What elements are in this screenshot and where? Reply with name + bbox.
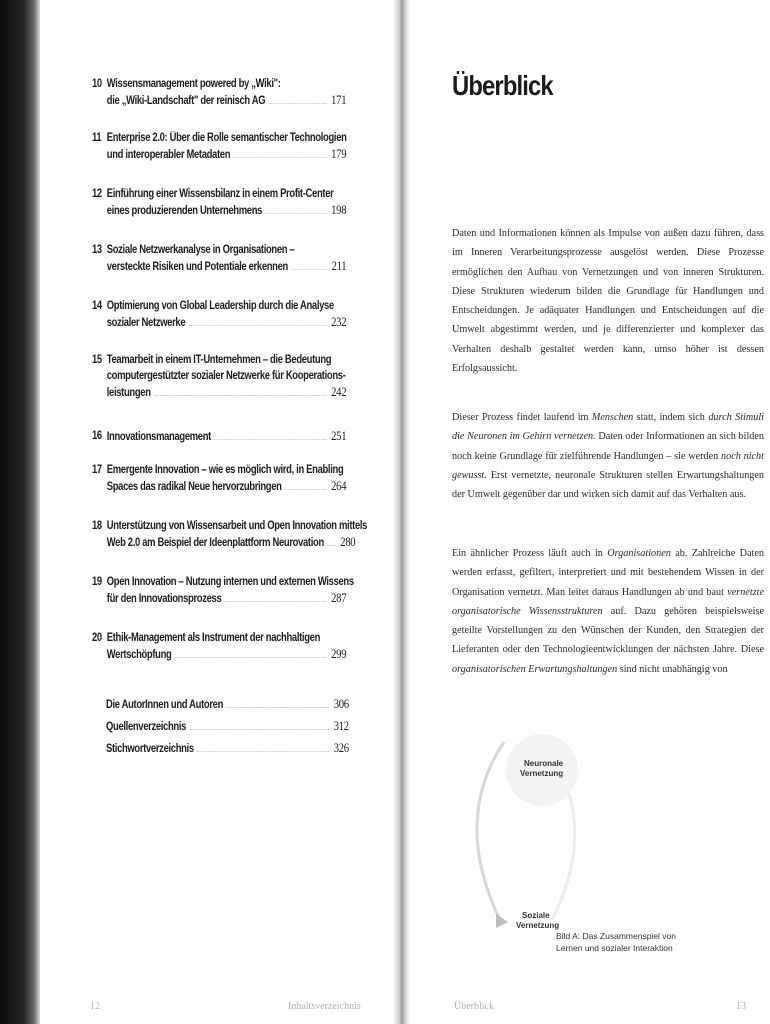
toc-title-line: und interoperabler Metadaten	[106, 149, 231, 161]
learning-interaction-diagram	[452, 730, 632, 940]
node-social-label: Soziale	[522, 911, 550, 920]
toc-title-line: Innovationsmanagement	[106, 431, 211, 443]
toc-chapter-number: 13	[92, 244, 102, 256]
back-matter-page: 326	[333, 740, 349, 755]
cycle-arrow-left	[477, 742, 504, 920]
toc-chapter-number: 17	[92, 464, 102, 476]
toc-page-number: 171	[331, 92, 347, 107]
toc-title-line: Open Innovation – Nutzung internen und externen Wissens	[106, 576, 354, 588]
toc-title-line: Ethik-Management als Instrument der nachhaltigen	[106, 632, 320, 644]
toc-entry[interactable]	[92, 186, 346, 219]
toc-entry[interactable]	[92, 630, 346, 663]
right-page	[410, 0, 770, 1024]
toc-page-number: 198	[331, 202, 347, 217]
back-matter-sources[interactable]	[106, 718, 349, 735]
paragraph-2: Dieser Prozess findet laufend im Menschen statt, indem sich durch Stimuli die Neuronen im Gehirn vernetzen. Daten oder Informationen an sich bilden noch keine Grundlage für zielführende Handlungen – sie werden noch nicht gewusst. Erst vernetzte, neuronale Strukturen stellen Erwartungshaltungen der Umwelt gegenüber dar und wirken sich damit auf das Verhalten aus.	[452, 412, 765, 501]
toc-title-line: Teamarbeit in einem IT-Unternehmen – die Bedeutung	[106, 354, 332, 366]
toc-title-line: Spaces das radikal Neue hervorzubringen	[106, 481, 282, 493]
toc-title-line: leistungen	[106, 387, 151, 399]
toc-chapter-number: 20	[92, 632, 102, 644]
toc-entry[interactable]	[92, 298, 346, 331]
arrow-head-icon	[496, 914, 508, 928]
paragraph-1: Daten und Informationen können als Impulse von außen dazu führen, dass im Inneren Verarbeitungsprozesse ausgelöst werden. Diese Prozesse ermöglichen den Aufbau von Vernetzungen und von inneren Strukturen. Diese Strukturen wiederum bilden die Grundlage für Handlungen und Entscheidungen. Je adäquater Handlungen und Entscheidungen auf die Umwelt abgestimmt werden, und je differenzierter und komplexer das Verhalten deshalb gestaltet werden kann, umso höher ist dessen Erfolgsaussicht.	[452, 228, 764, 375]
toc-chapter-number: 11	[92, 132, 102, 144]
node-neural-label-2: Vernetzung	[520, 769, 564, 778]
toc-title-line: Emergente Innovation – wie es möglich wird, in Enabling	[106, 464, 344, 476]
node-neural-label: Neuronale	[524, 759, 564, 768]
back-matter-authors[interactable]	[106, 696, 349, 713]
toc-page-number: 280	[340, 534, 356, 549]
toc-chapter-number: 14	[92, 300, 102, 312]
left-page-number: 12	[90, 1001, 100, 1012]
paragraph-3: Ein ähnlicher Prozess läuft auch in Organisationen ab. Zahlreiche Daten werden erfasst, gefiltert, interpretiert und mit bestehendem Wissen in der Organisation vernetzt. Man leitet daraus Handlungen ab und baut vernetzte organisatorische Wissensstrukturen auf. Dazu gehören beispielsweise geteilte Vorstellungen zu den Wünschen der Kunden, den Strategien der Lieferanten oder den Technologieentwicklungen der nächsten Jahre. Diese organisatorischen Erwartungshaltungen sind nicht unabhängig von	[452, 548, 764, 675]
left-page	[40, 0, 392, 1024]
toc-chapter-number: 18	[92, 520, 102, 532]
toc-title-line: versteckte Risiken und Potentiale erkennen	[106, 261, 288, 273]
book-spine-shadow	[0, 0, 40, 1024]
toc-entry[interactable]	[92, 242, 346, 275]
toc-title-line: eines produzierenden Unternehmens	[106, 205, 263, 217]
back-matter-index[interactable]	[106, 740, 349, 757]
toc-entry[interactable]	[92, 76, 346, 109]
toc-chapter-number: 16	[92, 430, 102, 442]
toc-title-line: sozialer Netzwerke	[106, 317, 186, 329]
page-title: Überblick	[452, 70, 553, 101]
toc-page-number: 179	[331, 146, 347, 161]
node-social-label-2: Vernetzung	[516, 921, 560, 930]
toc-chapter-number: 10	[92, 78, 102, 90]
back-matter-page: 306	[333, 696, 349, 711]
toc-title-line: Einführung einer Wissensbilanz in einem Profit-Center	[106, 188, 334, 200]
toc-title-line: Enterprise 2.0: Über die Rolle semantischer Technologien	[106, 132, 347, 144]
toc-entry[interactable]	[92, 462, 346, 495]
toc-entry[interactable]	[92, 574, 354, 607]
toc-title-line: Optimierung von Global Leadership durch die Analyse	[106, 300, 334, 312]
toc-entry[interactable]	[92, 428, 346, 445]
right-page-number: 13	[736, 1001, 746, 1012]
toc-title-line: Unterstützung von Wissensarbeit und Open Innovation mittels	[106, 520, 368, 532]
toc-page-number: 211	[331, 258, 347, 273]
toc-chapter-number: 15	[92, 354, 102, 366]
toc-entry[interactable]	[92, 352, 346, 401]
toc-page-number: 242	[331, 384, 347, 399]
back-matter-label: Die AutorInnen und Autoren	[106, 699, 224, 711]
book-gutter	[392, 0, 410, 1024]
toc-title-line: Wertschöpfung	[106, 649, 172, 661]
toc-title-line: Soziale Netzwerkanalyse in Organisationen –	[106, 244, 295, 256]
toc-entry[interactable]	[92, 518, 368, 551]
toc-title-line: für den Innovationsprozess	[106, 593, 222, 605]
back-matter-label: Stichwortverzeichnis	[106, 743, 194, 755]
toc-page-number: 299	[331, 646, 347, 661]
back-matter-page: 312	[333, 718, 349, 733]
toc-page-number: 232	[331, 314, 347, 329]
right-running-footer: Überblick	[454, 1001, 494, 1012]
figure-caption: Bild A: Das Zusammenspiel von Lernen und sozialer Interaktion	[556, 931, 676, 953]
left-running-footer: Inhaltsverzeichnis	[288, 1001, 361, 1012]
toc-page-number: 287	[331, 590, 347, 605]
toc-chapter-number: 12	[92, 188, 102, 200]
toc-title-line: computergestützter sozialer Netzwerke für Kooperations-	[106, 370, 346, 382]
toc-title-line: Wissensmanagement powered by „Wiki":	[106, 78, 281, 90]
toc-chapter-number: 19	[92, 576, 102, 588]
toc-title-line: Web 2.0 am Beispiel der Ideenplattform Neurovation	[106, 537, 324, 549]
toc-entry[interactable]	[92, 130, 346, 163]
toc-title-line: die „Wiki-Landschaft" der reinisch AG	[106, 95, 266, 107]
back-matter-label: Quellenverzeichnis	[106, 721, 187, 733]
toc-page-number: 264	[331, 478, 347, 493]
toc-page-number: 251	[331, 428, 347, 443]
